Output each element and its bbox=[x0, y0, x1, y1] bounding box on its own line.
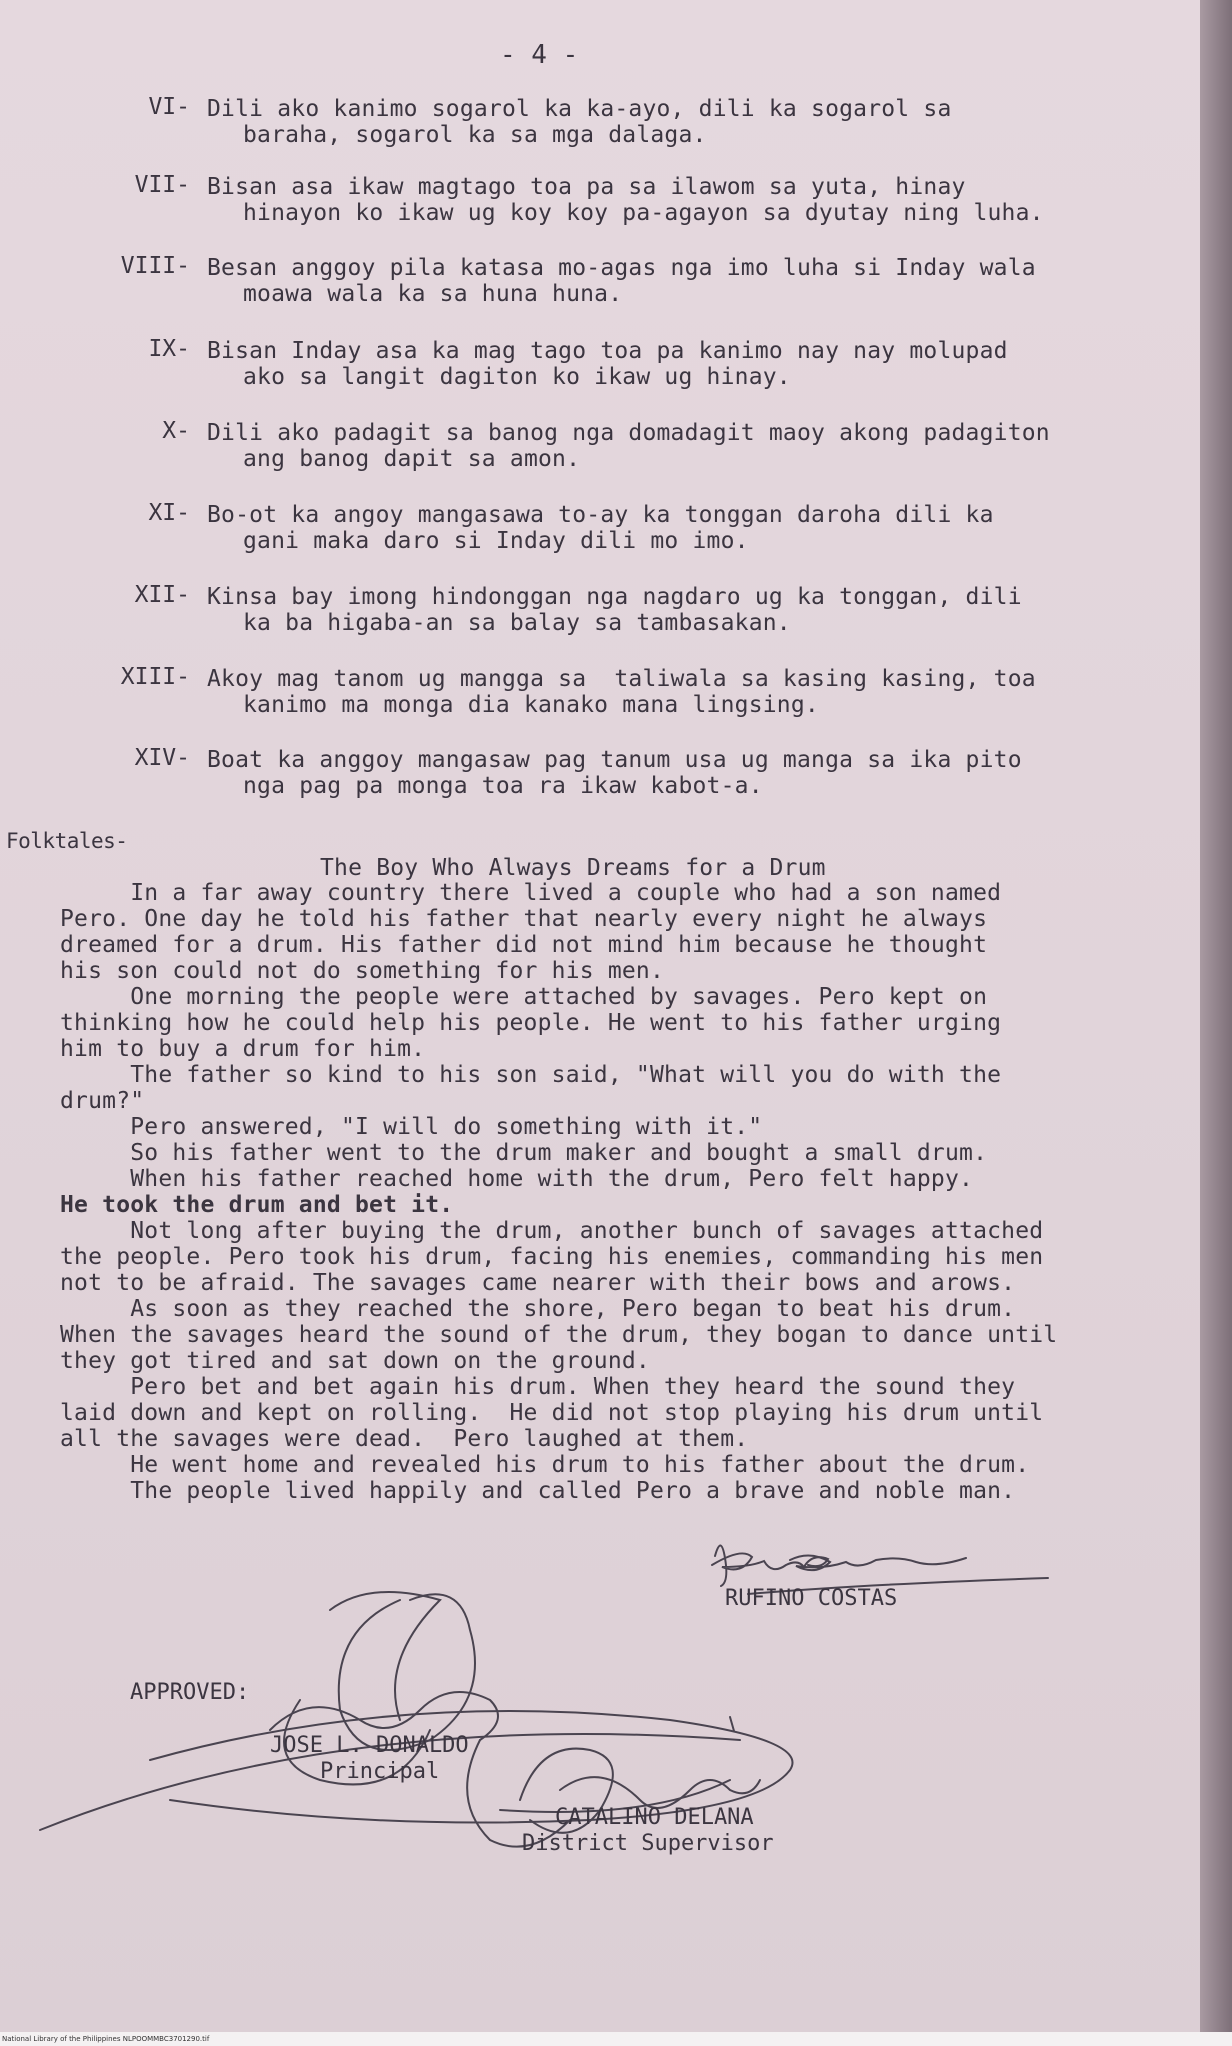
story-line: When the savages heard the sound of the drum, they bogan to dance until bbox=[60, 1322, 1058, 1348]
verse-line: gani maka daro si Inday dili mo imo. bbox=[243, 528, 749, 554]
verse-line: moawa wala ka sa huna huna. bbox=[243, 281, 623, 307]
verse-line: kanimo ma monga dia kanako mana lingsing. bbox=[243, 692, 819, 718]
verse-line: Bo-ot ka angoy mangasawa to-ay ka tonggan daroha dili ka bbox=[207, 502, 994, 528]
supervisor-title: District Supervisor bbox=[522, 1831, 774, 1856]
verse-number: VII- bbox=[134, 172, 190, 198]
story-title: The Boy Who Always Dreams for a Drum bbox=[320, 855, 826, 881]
verse-line: Besan anggoy pila katasa mo-agas nga imo luha si Inday wala bbox=[207, 255, 1036, 281]
verse-line: Dili ako kanimo sogarol ka ka-ayo, dili ka sogarol sa bbox=[207, 96, 952, 122]
story-line: thinking how he could help his people. He went to his father urging bbox=[60, 1010, 1002, 1036]
page-binding-edge bbox=[1200, 0, 1232, 2032]
story-line: him to buy a drum for him. bbox=[60, 1036, 426, 1062]
verse-number: XIII- bbox=[120, 664, 190, 690]
verse-number: XII- bbox=[134, 582, 190, 608]
verse-line: nga pag pa monga toa ra ikaw kabot-a. bbox=[243, 773, 763, 799]
author-name: RUFINO COSTAS bbox=[725, 1586, 898, 1611]
story-line: drum?" bbox=[60, 1088, 145, 1114]
story-line: they got tired and sat down on the ground. bbox=[60, 1348, 650, 1374]
verse-line: Dili ako padagit sa banog nga domadagit maoy akong padagiton bbox=[207, 420, 1050, 446]
story-line: Pero bet and bet again his drum. When they heard the sound they bbox=[60, 1374, 1016, 1400]
story-line: As soon as they reached the shore, Pero began to beat his drum. bbox=[60, 1296, 1016, 1322]
story-line: When his father reached home with the drum, Pero felt happy. bbox=[60, 1166, 974, 1192]
story-line: The father so kind to his son said, "What will you do with the bbox=[60, 1062, 1002, 1088]
verse-line: ako sa langit dagiton ko ikaw ug hinay. bbox=[243, 364, 791, 390]
story-line: In a far away country there lived a couple who had a son named bbox=[60, 880, 1002, 906]
story-line: Not long after buying the drum, another bunch of savages attached bbox=[60, 1218, 1044, 1244]
story-line: He took the drum and bet it. bbox=[60, 1192, 454, 1218]
section-label: Folktales- bbox=[6, 829, 128, 853]
supervisor-name: CATALINO DELANA bbox=[555, 1805, 754, 1830]
verse-line: ka ba higaba-an sa balay sa tambasakan. bbox=[243, 610, 791, 636]
verse-number: IX- bbox=[148, 336, 190, 362]
approved-label: APPROVED: bbox=[130, 1680, 250, 1705]
verse-line: Kinsa bay imong hindonggan nga nagdaro ug ka tonggan, dili bbox=[207, 584, 1022, 610]
story-line: The people lived happily and called Pero a brave and noble man. bbox=[60, 1478, 1016, 1504]
story-line: So his father went to the drum maker and bought a small drum. bbox=[60, 1140, 988, 1166]
story-line: He went home and revealed his drum to his father about the drum. bbox=[60, 1452, 1030, 1478]
verse-line: Bisan Inday asa ka mag tago toa pa kanimo nay nay molupad bbox=[207, 338, 1008, 364]
verse-number: X- bbox=[162, 418, 190, 444]
principal-name: JOSE L. DONALDO bbox=[270, 1733, 469, 1758]
story-line: dreamed for a drum. His father did not mind him because he thought bbox=[60, 932, 988, 958]
story-line: One morning the people were attached by savages. Pero kept on bbox=[60, 984, 988, 1010]
story-line: not to be afraid. The savages came nearer with their bows and arows. bbox=[60, 1270, 1016, 1296]
story-line: all the savages were dead. Pero laughed at them. bbox=[60, 1426, 749, 1452]
verse-line: hinayon ko ikaw ug koy koy pa-agayon sa dyutay ning luha. bbox=[243, 200, 1044, 226]
verse-number: XIV- bbox=[134, 745, 190, 771]
story-line: laid down and kept on rolling. He did not stop playing his drum until bbox=[60, 1400, 1044, 1426]
verse-line: Bisan asa ikaw magtago toa pa sa ilawom sa yuta, hinay bbox=[207, 174, 966, 200]
verse-line: baraha, sogarol ka sa mga dalaga. bbox=[243, 122, 707, 148]
verse-line: Akoy mag tanom ug mangga sa taliwala sa kasing kasing, toa bbox=[207, 666, 1036, 692]
verse-number: VIII- bbox=[120, 253, 190, 279]
verse-number: VI- bbox=[148, 94, 190, 120]
verse-number: XI- bbox=[148, 500, 190, 526]
page-number: - 4 - bbox=[500, 40, 579, 70]
story-line: his son could not do something for his men. bbox=[60, 958, 665, 984]
story-line: Pero answered, "I will do something with it." bbox=[60, 1114, 763, 1140]
story-line: Pero. One day he told his father that nearly every night he always bbox=[60, 906, 988, 932]
verse-line: ang banog dapit sa amon. bbox=[243, 446, 581, 472]
archive-footer-text: National Library of the Philippines NLPOOMMBC3701290.tif bbox=[2, 2035, 210, 2043]
story-line: the people. Pero took his drum, facing his enemies, commanding his men bbox=[60, 1244, 1044, 1270]
verse-line: Boat ka anggoy mangasaw pag tanum usa ug manga sa ika pito bbox=[207, 747, 1022, 773]
principal-title: Principal bbox=[320, 1759, 440, 1784]
